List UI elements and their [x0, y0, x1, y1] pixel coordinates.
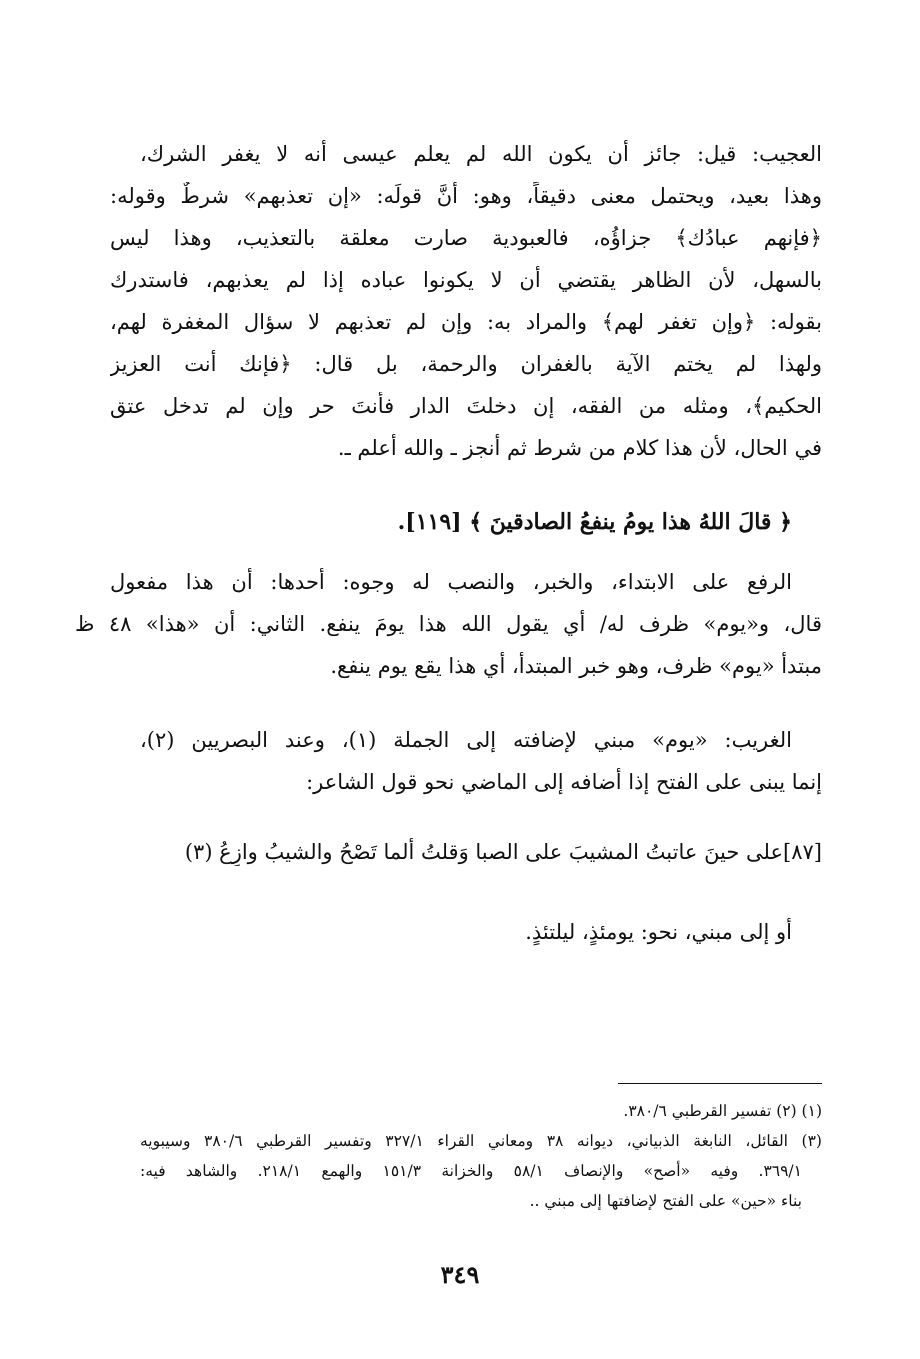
page-number: ٣٤٩ [440, 1260, 480, 1289]
para3-line-2: إنما يبنى على الفتح إذا أضافه إلى الماضي نحو قول الشاعر: [306, 770, 822, 794]
para1-line-3: ﴿فإنهم عبادُك﴾ جزاؤُه، فالعبودية صارت معلقة بالتعذيب، وهذا ليس [110, 226, 822, 250]
footnote-1-2: (١) (٢) تفسير القرطبي ٣٨٠/٦. [623, 1102, 822, 1120]
verse-heading: ﴿ قالَ اللهُ هذا يومُ ينفعُ الصادقينَ ﴾ [١١٩]. [397, 509, 792, 535]
para1-line-2: وهذا بعيد، ويحتمل معنى دقيقاً، وهو: أَنَّ قولَه: «إن تعذبهم» شرطٌ وقوله: [110, 184, 822, 208]
para2-line-3: مبتدأ «يوم» ظرف، وهو خبر المبتدأ، أي هذا يقع يوم ينفع. [330, 654, 822, 678]
para2-line-1: الرفع على الابتداء، والخبر، والنصب له وجوه: أحدها: أن هذا مفعول [110, 570, 792, 594]
para2-line-2: قال، و«يوم» ظرف له/ أي يقول الله هذا يومَ ينفع. الثاني: أن «هذا» ٤٨ ظ [75, 612, 822, 636]
footnote-separator [618, 1083, 822, 1084]
footnote-3-line-2: ٣٦٩/١. وفيه «أصح» والإنصاف ٥٨/١ والخزانة ١٥١/٣ والهمع ٢١٨/١. والشاهد فيه: [140, 1162, 802, 1180]
para1-line-8: في الحال، لأن هذا كلام من شرط ثم أنجز ـ والله أعلم ـ. [337, 436, 822, 460]
para3-line-1: الغريب: «يوم» مبني لإضافته إلى الجملة (١)، وعند البصريين (٢)، [140, 728, 792, 752]
para1-line-5: بقوله: ﴿وإن تغفر لهم﴾ والمراد به: وإن لم تعذبهم لا سؤال المغفرة لهم، [110, 310, 822, 334]
para1-line-4: بالسهل، لأن الظاهر يقتضي أن لا يكونوا عباده إذا لم يعذبهم، فاستدرك [110, 268, 822, 292]
para1-line-1: العجيب: قيل: جائز أن يكون الله لم يعلم عيسى أنه لا يغفر الشرك، [140, 142, 822, 166]
para4: أو إلى مبني، نحو: يومئذٍ، ليلتئذٍ. [525, 920, 792, 944]
poem-verse: [٨٧]على حينَ عاتبتُ المشيبَ على الصبا وَقلتُ ألما تَصْحُ والشيبُ وازِعُ (٣) [184, 840, 822, 864]
footnote-3-line-3: بناء «حين» على الفتح لإضافتها إلى مبني .. [529, 1192, 802, 1210]
footnote-3-line-1: (٣) القائل، النابغة الذبياني، ديوانه ٣٨ ومعاني القراء ٣٢٧/١ وتفسير القرطبي ٣٨٠/٦ وسيبويه [140, 1132, 822, 1150]
para1-line-6: ولهذا لم يختم الآية بالغفران والرحمة، بل قال: ﴿فإنك أنت العزيز [110, 352, 822, 376]
para1-line-7: الحكيم﴾، ومثله من الفقه، إن دخلتَ الدار فأنتَ حر وإن لم تدخل عتق [110, 394, 822, 418]
